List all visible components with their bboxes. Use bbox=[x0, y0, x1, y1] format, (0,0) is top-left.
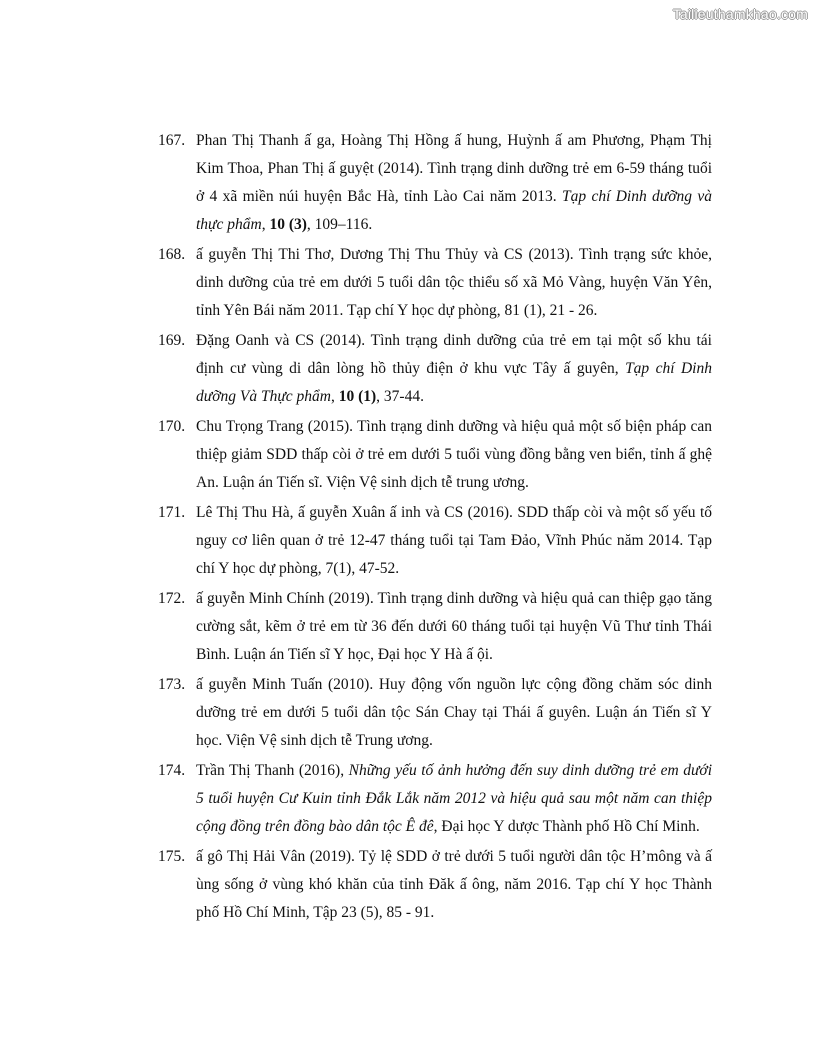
reference-text: Lê Thị Thu Hà, ấ guyễn Xuân ấ inh và CS (2016). SDD thấp còi và một số yếu tố nguy cơ liên quan ở trẻ 12-47 tháng tuổi tại Tam Đảo, Vĩnh Phúc năm 2014. Tạp chí Y học dự phòng, 7(1), 47-52. bbox=[196, 504, 712, 577]
reference-text: ấ gô Thị Hải Vân (2019). Tỷ lệ SDD ở trẻ dưới 5 tuổi người dân tộc H’mông và ấ ùng sống ở vùng khó khăn của tỉnh Đăk ấ ông, năm 2016. Tạp chí Y học Thành phố Hồ Chí Minh, Tập 23 (5), 85 - 91. bbox=[196, 848, 712, 921]
reference-item bbox=[158, 327, 712, 411]
reference-text: Trần Thị Thanh (2016), bbox=[196, 762, 349, 779]
reference-item bbox=[158, 585, 712, 669]
reference-number: 167. bbox=[158, 132, 186, 149]
reference-volume: 10 (3) bbox=[269, 216, 307, 233]
reference-item bbox=[158, 757, 712, 841]
reference-text: Phan Thị Thanh ấ ga, Hoàng Thị Hồng ấ hung, Huỳnh ấ am Phương, Phạm Thị Kim Thoa, Phan Thị ấ guyệt (2014). Tình trạng dinh dưỡng trẻ em 6-59 tháng tuổi ở 4 xã miền núi huyện Bắc Hà, tỉnh Lào Cai năm 2013. bbox=[196, 132, 712, 205]
reference-title: Những yếu tố ảnh hưởng đến suy dinh dưỡng trẻ em dưới 5 tuổi huyện Cư Kuin tỉnh Đắk Lắk năm 2012 và hiệu quả sau một năm can thiệp cộng đồng trên đồng bào dân tộc Ê đê bbox=[196, 762, 712, 835]
reference-number: 170. bbox=[158, 418, 186, 435]
reference-item bbox=[158, 499, 712, 583]
reference-number: 169. bbox=[158, 332, 186, 349]
reference-journal: Tạp chí Dinh dưỡng và thực phẩm bbox=[196, 188, 712, 233]
reference-text: Chu Trọng Trang (2015). Tình trạng dinh dưỡng và hiệu quả một số biện pháp can thiệp giảm SDD thấp còi ở trẻ em dưới 5 tuổi vùng đồng bằng ven biển, tỉnh ấ ghệ An. Luận án Tiến sĩ. Viện Vệ sinh dịch tễ trung ương. bbox=[196, 418, 712, 491]
reference-text: ấ guyễn Minh Tuấn (2010). Huy động vốn nguồn lực cộng đồng chăm sóc dinh dưỡng trẻ em dưới 5 tuổi dân tộc Sán Chay tại Thái ấ guyên. Luận án Tiến sĩ Y học. Viện Vệ sinh dịch tễ Trung ương. bbox=[196, 676, 712, 749]
reference-number: 174. bbox=[158, 762, 186, 779]
reference-item bbox=[158, 671, 712, 755]
reference-number: 173. bbox=[158, 676, 186, 693]
reference-item bbox=[158, 843, 712, 927]
reference-list bbox=[158, 127, 712, 929]
reference-text-2: , bbox=[330, 388, 339, 405]
reference-text: Đặng Oanh và CS (2014). Tình trạng dinh dưỡng của trẻ em tại một số khu tái định cư vùng di dân lòng hồ thủy điện ở khu vực Tây ấ guyên, bbox=[196, 332, 712, 377]
reference-number: 168. bbox=[158, 246, 186, 263]
reference-number: 172. bbox=[158, 590, 186, 607]
reference-pages: , 37-44. bbox=[376, 388, 424, 405]
reference-item bbox=[158, 413, 712, 497]
reference-number: 175. bbox=[158, 848, 186, 865]
reference-journal: Tạp chí Dinh dưỡng Và Thực phẩm bbox=[196, 360, 712, 405]
reference-number: 171. bbox=[158, 504, 186, 521]
reference-text-2: , bbox=[261, 216, 270, 233]
watermark: Tailieuthamkhao.com bbox=[672, 6, 808, 22]
reference-text: ấ guyễn Minh Chính (2019). Tình trạng dinh dưỡng và hiệu quả can thiệp gạo tăng cường sắt, kẽm ở trẻ em từ 36 đến dưới 60 tháng tuổi tại huyện Vũ Thư tỉnh Thái Bình. Luận án Tiến sĩ Y học, Đại học Y Hà ấ ội. bbox=[196, 590, 712, 663]
reference-item bbox=[158, 241, 712, 325]
reference-pages: , 109–116. bbox=[306, 216, 373, 233]
reference-item bbox=[158, 127, 712, 239]
reference-volume: 10 (1) bbox=[338, 388, 377, 405]
reference-text: ấ guyễn Thị Thi Thơ, Dương Thị Thu Thủy và CS (2013). Tình trạng sức khỏe, dinh dưỡng của trẻ em dưới 5 tuổi dân tộc thiểu số xã Mỏ Vàng, huyện Văn Yên, tỉnh Yên Bái năm 2011. Tạp chí Y học dự phòng, 81 (1), 21 - 26. bbox=[196, 246, 712, 319]
reference-text-2: , Đại học Y dược Thành phố Hồ Chí Minh. bbox=[433, 818, 700, 835]
